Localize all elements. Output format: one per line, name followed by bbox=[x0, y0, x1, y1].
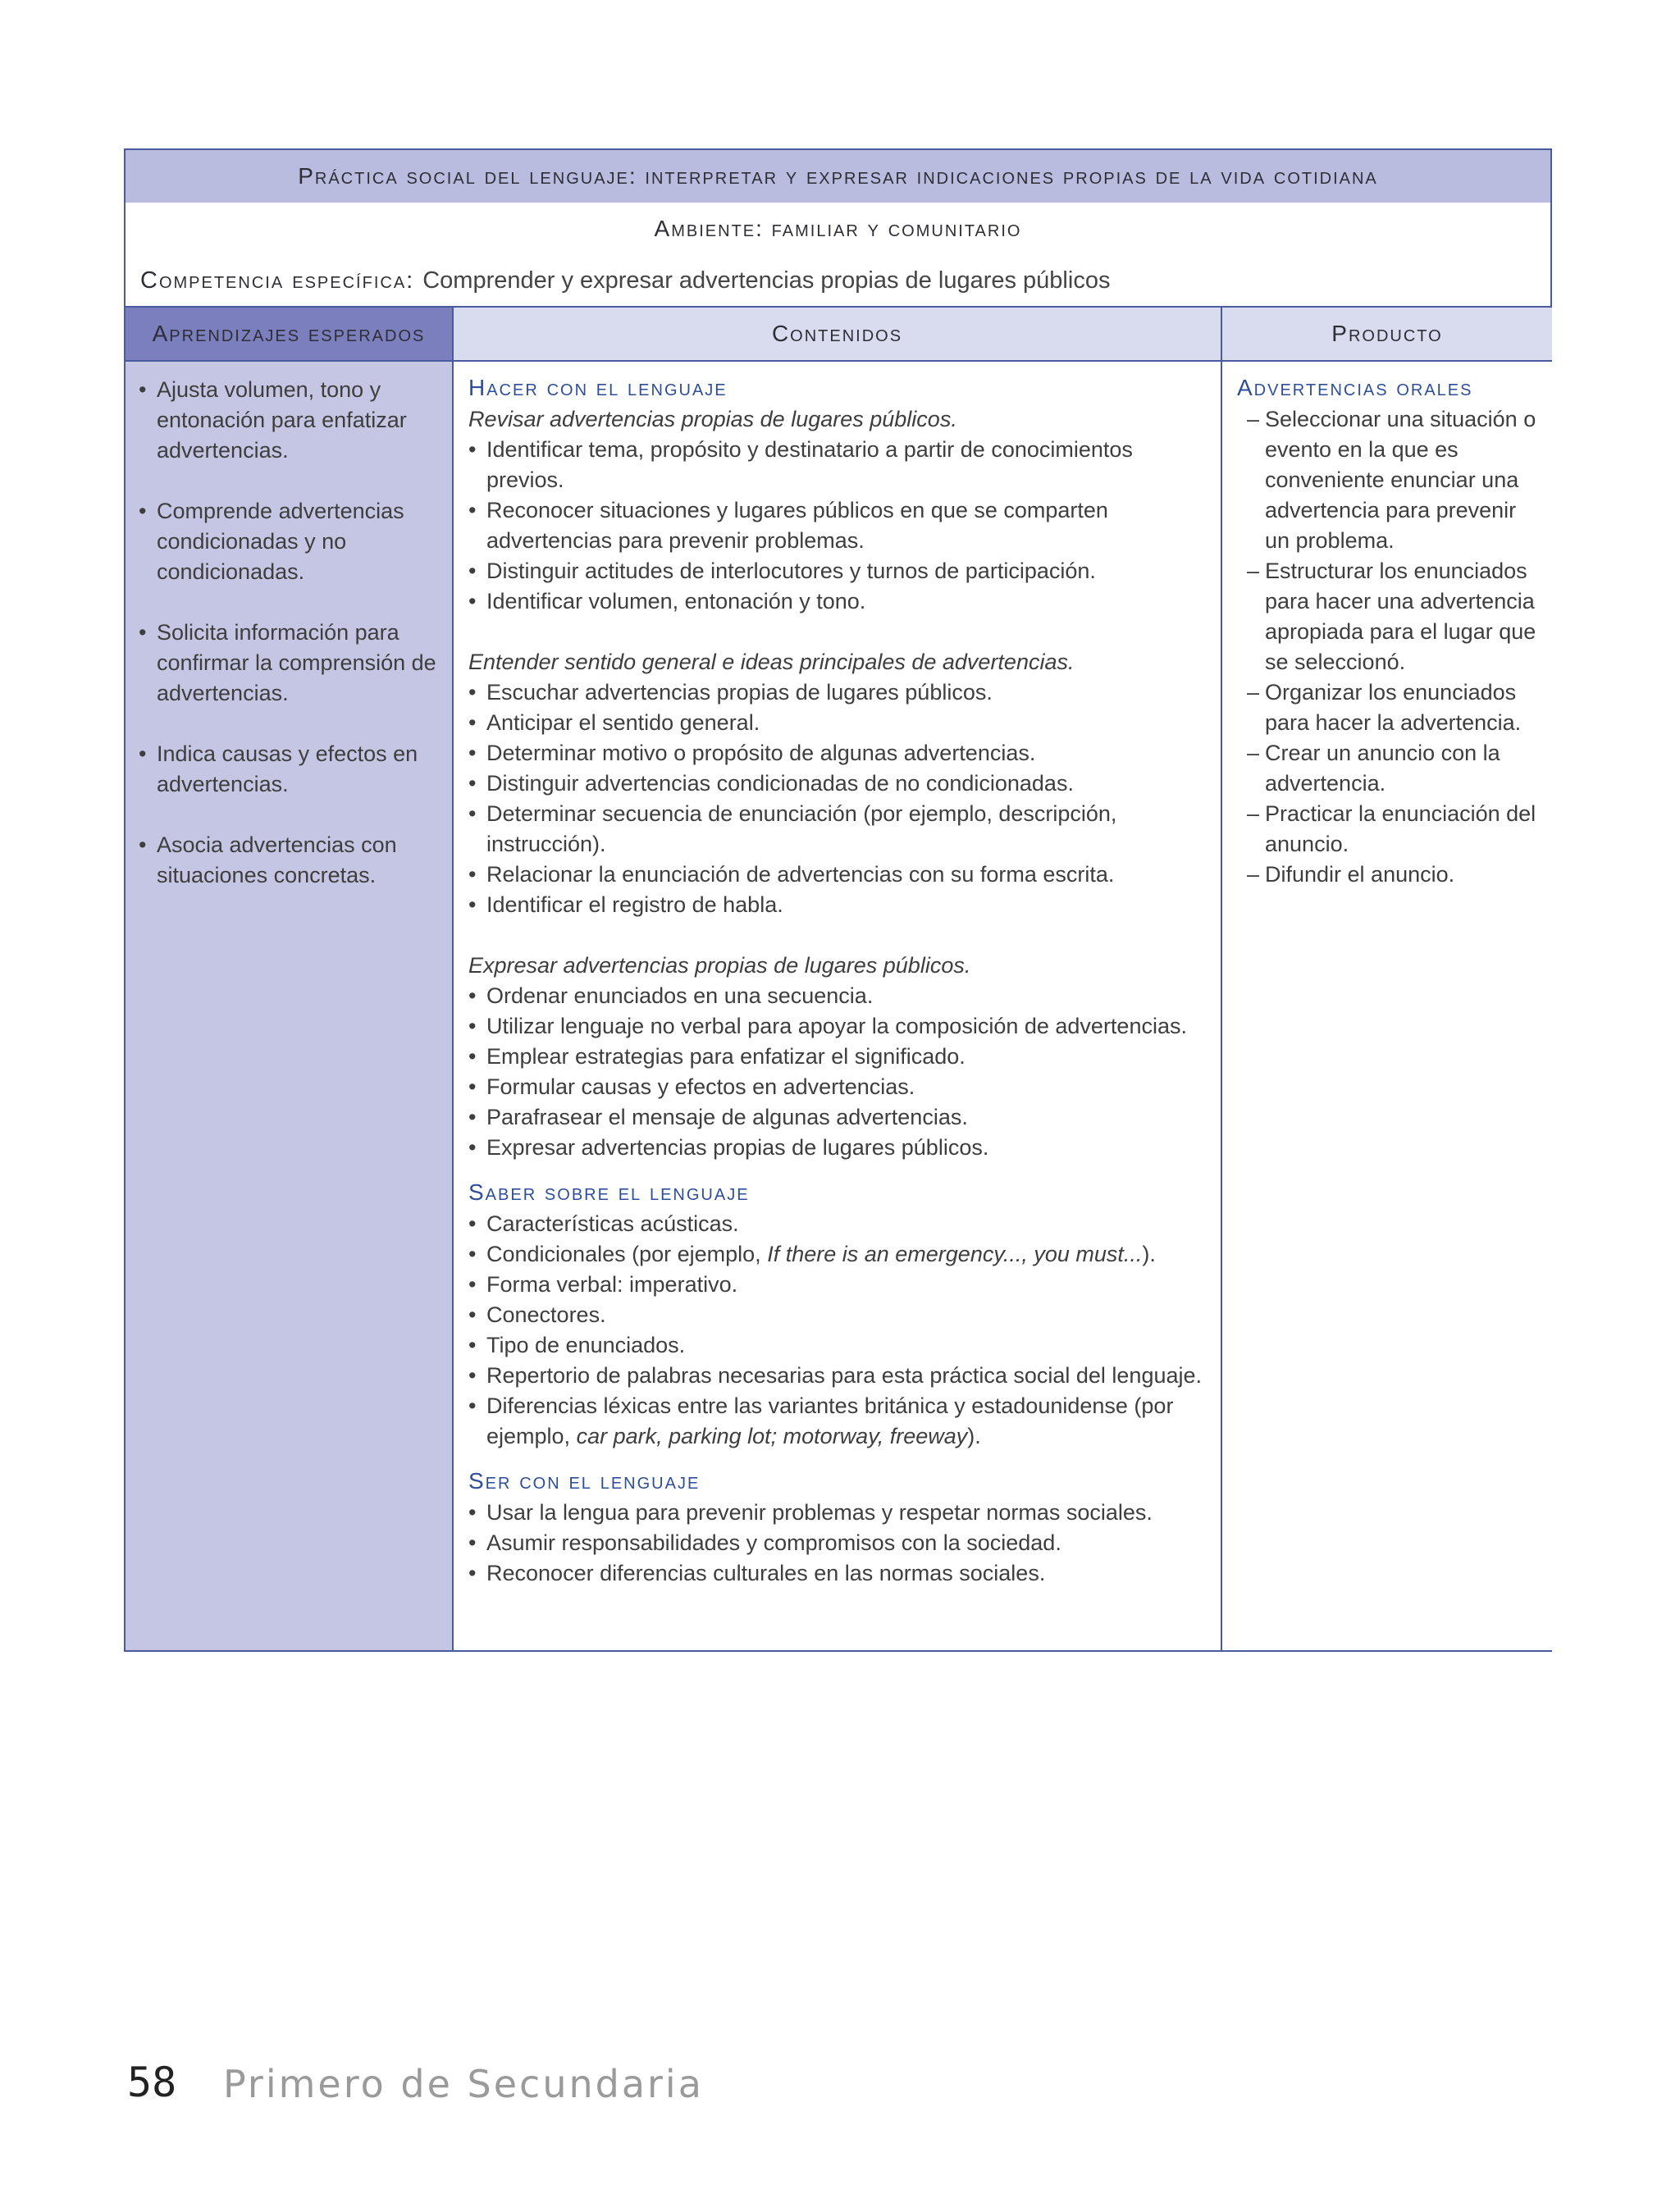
saber-section-title: Saber sobre el lenguaje bbox=[468, 1179, 750, 1205]
contenidos-column bbox=[454, 362, 1222, 1650]
contenido-item: • Expresar advertencias propias de lugares públicos. bbox=[468, 1133, 1212, 1163]
contenido-item: • Relacionar la enunciación de advertencias con su forma escrita. bbox=[468, 860, 1212, 890]
contenido-item: • Conectores. bbox=[468, 1300, 1212, 1330]
header-producto: Producto bbox=[1222, 308, 1552, 360]
contenido-item: • Identificar volumen, entonación y tono. bbox=[468, 586, 1212, 617]
practice-title-row: Práctica social del lenguaje: interpretar y expresar indicaciones propias de la vida cotidiana bbox=[126, 150, 1550, 204]
producto-item: – Difundir el anuncio. bbox=[1237, 860, 1545, 890]
competencia-text: Comprender y expresar advertencias propias de lugares públicos bbox=[422, 267, 1111, 294]
hacer-subtitle-2: Entender sentido general e ideas principales de advertencias. bbox=[468, 650, 1075, 674]
contenido-item: • Formular causas y efectos en advertencias. bbox=[468, 1072, 1212, 1102]
contenido-item: • Asumir responsabilidades y compromisos con la sociedad. bbox=[468, 1528, 1212, 1558]
page-number: 58 bbox=[127, 2059, 177, 2106]
contenido-item: • Diferencias léxicas entre las variantes británica y estadounidense (por ejemplo, car park, parking lot; motorway, freeway). bbox=[468, 1391, 1212, 1452]
contenido-item: • Repertorio de palabras necesarias para esta práctica social del lenguaje. bbox=[468, 1361, 1212, 1391]
header-aprendizajes: Aprendizajes esperados bbox=[126, 308, 454, 360]
contenido-item: • Escuchar advertencias propias de lugares públicos. bbox=[468, 677, 1212, 708]
producto-item: – Estructurar los enunciados para hacer una advertencia apropiada para el lugar que se seleccionó. bbox=[1237, 556, 1545, 677]
footer-title: Primero de Secundaria bbox=[223, 2062, 704, 2106]
contenido-item: • Usar la lengua para prevenir problemas y respetar normas sociales. bbox=[468, 1498, 1212, 1528]
contenido-item: • Forma verbal: imperativo. bbox=[468, 1270, 1212, 1300]
aprendizaje-item: • Asocia advertencias con situaciones concretas. bbox=[139, 830, 444, 891]
ambiente-row: Ambiente: familiar y comunitario bbox=[126, 203, 1550, 257]
producto-item: – Crear un anuncio con la advertencia. bbox=[1237, 738, 1545, 799]
contenido-item: • Reconocer situaciones y lugares públicos en que se comparten advertencias para prevenir problemas. bbox=[468, 495, 1212, 556]
aprendizaje-item: • Solicita información para confirmar la comprensión de advertencias. bbox=[139, 618, 444, 709]
contenido-item: • Tipo de enunciados. bbox=[468, 1330, 1212, 1361]
contenido-item: • Utilizar lenguaje no verbal para apoyar la composición de advertencias. bbox=[468, 1011, 1212, 1042]
contenido-item: • Identificar el registro de habla. bbox=[468, 890, 1212, 920]
aprendizaje-item: • Ajusta volumen, tono y entonación para enfatizar advertencias. bbox=[139, 375, 444, 466]
competencia-row bbox=[126, 255, 1550, 308]
producto-item: – Practicar la enunciación del anuncio. bbox=[1237, 799, 1545, 860]
contenido-item: • Determinar motivo o propósito de algunas advertencias. bbox=[468, 738, 1212, 768]
contenido-item: • Reconocer diferencias culturales en las normas sociales. bbox=[468, 1558, 1212, 1589]
contenido-item: • Distinguir advertencias condicionadas de no condicionadas. bbox=[468, 768, 1212, 799]
ser-section-title: Ser con el lenguaje bbox=[468, 1468, 701, 1494]
aprendizaje-item: • Comprende advertencias condicionadas y no condicionadas. bbox=[139, 496, 444, 587]
contenido-item: • Características acústicas. bbox=[468, 1209, 1212, 1239]
contenido-item: • Condicionales (por ejemplo, If there is an emergency..., you must...). bbox=[468, 1239, 1212, 1270]
producto-item: – Seleccionar una situación o evento en la que es conveniente enunciar una advertencia para prevenir un problema. bbox=[1237, 404, 1545, 556]
aprendizajes-column bbox=[126, 362, 454, 1650]
hacer-subtitle-3: Expresar advertencias propias de lugares públicos. bbox=[468, 953, 971, 978]
contenido-item: • Anticipar el sentido general. bbox=[468, 708, 1212, 738]
contenido-item: • Parafrasear el mensaje de algunas advertencias. bbox=[468, 1102, 1212, 1133]
column-header-row bbox=[126, 308, 1550, 362]
aprendizaje-item: • Indica causas y efectos en advertencias. bbox=[139, 739, 444, 800]
contenido-item: • Determinar secuencia de enunciación (por ejemplo, descripción, instrucción). bbox=[468, 799, 1212, 860]
contenido-item: • Ordenar enunciados en una secuencia. bbox=[468, 981, 1212, 1011]
producto-section-title: Advertencias orales bbox=[1237, 375, 1473, 400]
program-table bbox=[124, 148, 1552, 1652]
competencia-label: Competencia específica: bbox=[140, 267, 415, 294]
producto-column bbox=[1222, 362, 1552, 1650]
producto-item: – Organizar los enunciados para hacer la advertencia. bbox=[1237, 677, 1545, 738]
hacer-section-title: Hacer con el lenguaje bbox=[468, 375, 728, 400]
contenido-item: • Distinguir actitudes de interlocutores y turnos de participación. bbox=[468, 556, 1212, 586]
hacer-subtitle-1: Revisar advertencias propias de lugares públicos. bbox=[468, 407, 957, 431]
header-contenidos: Contenidos bbox=[454, 308, 1222, 360]
contenido-item: • Emplear estrategias para enfatizar el significado. bbox=[468, 1042, 1212, 1072]
contenido-item: • Identificar tema, propósito y destinatario a partir de conocimientos previos. bbox=[468, 435, 1212, 495]
